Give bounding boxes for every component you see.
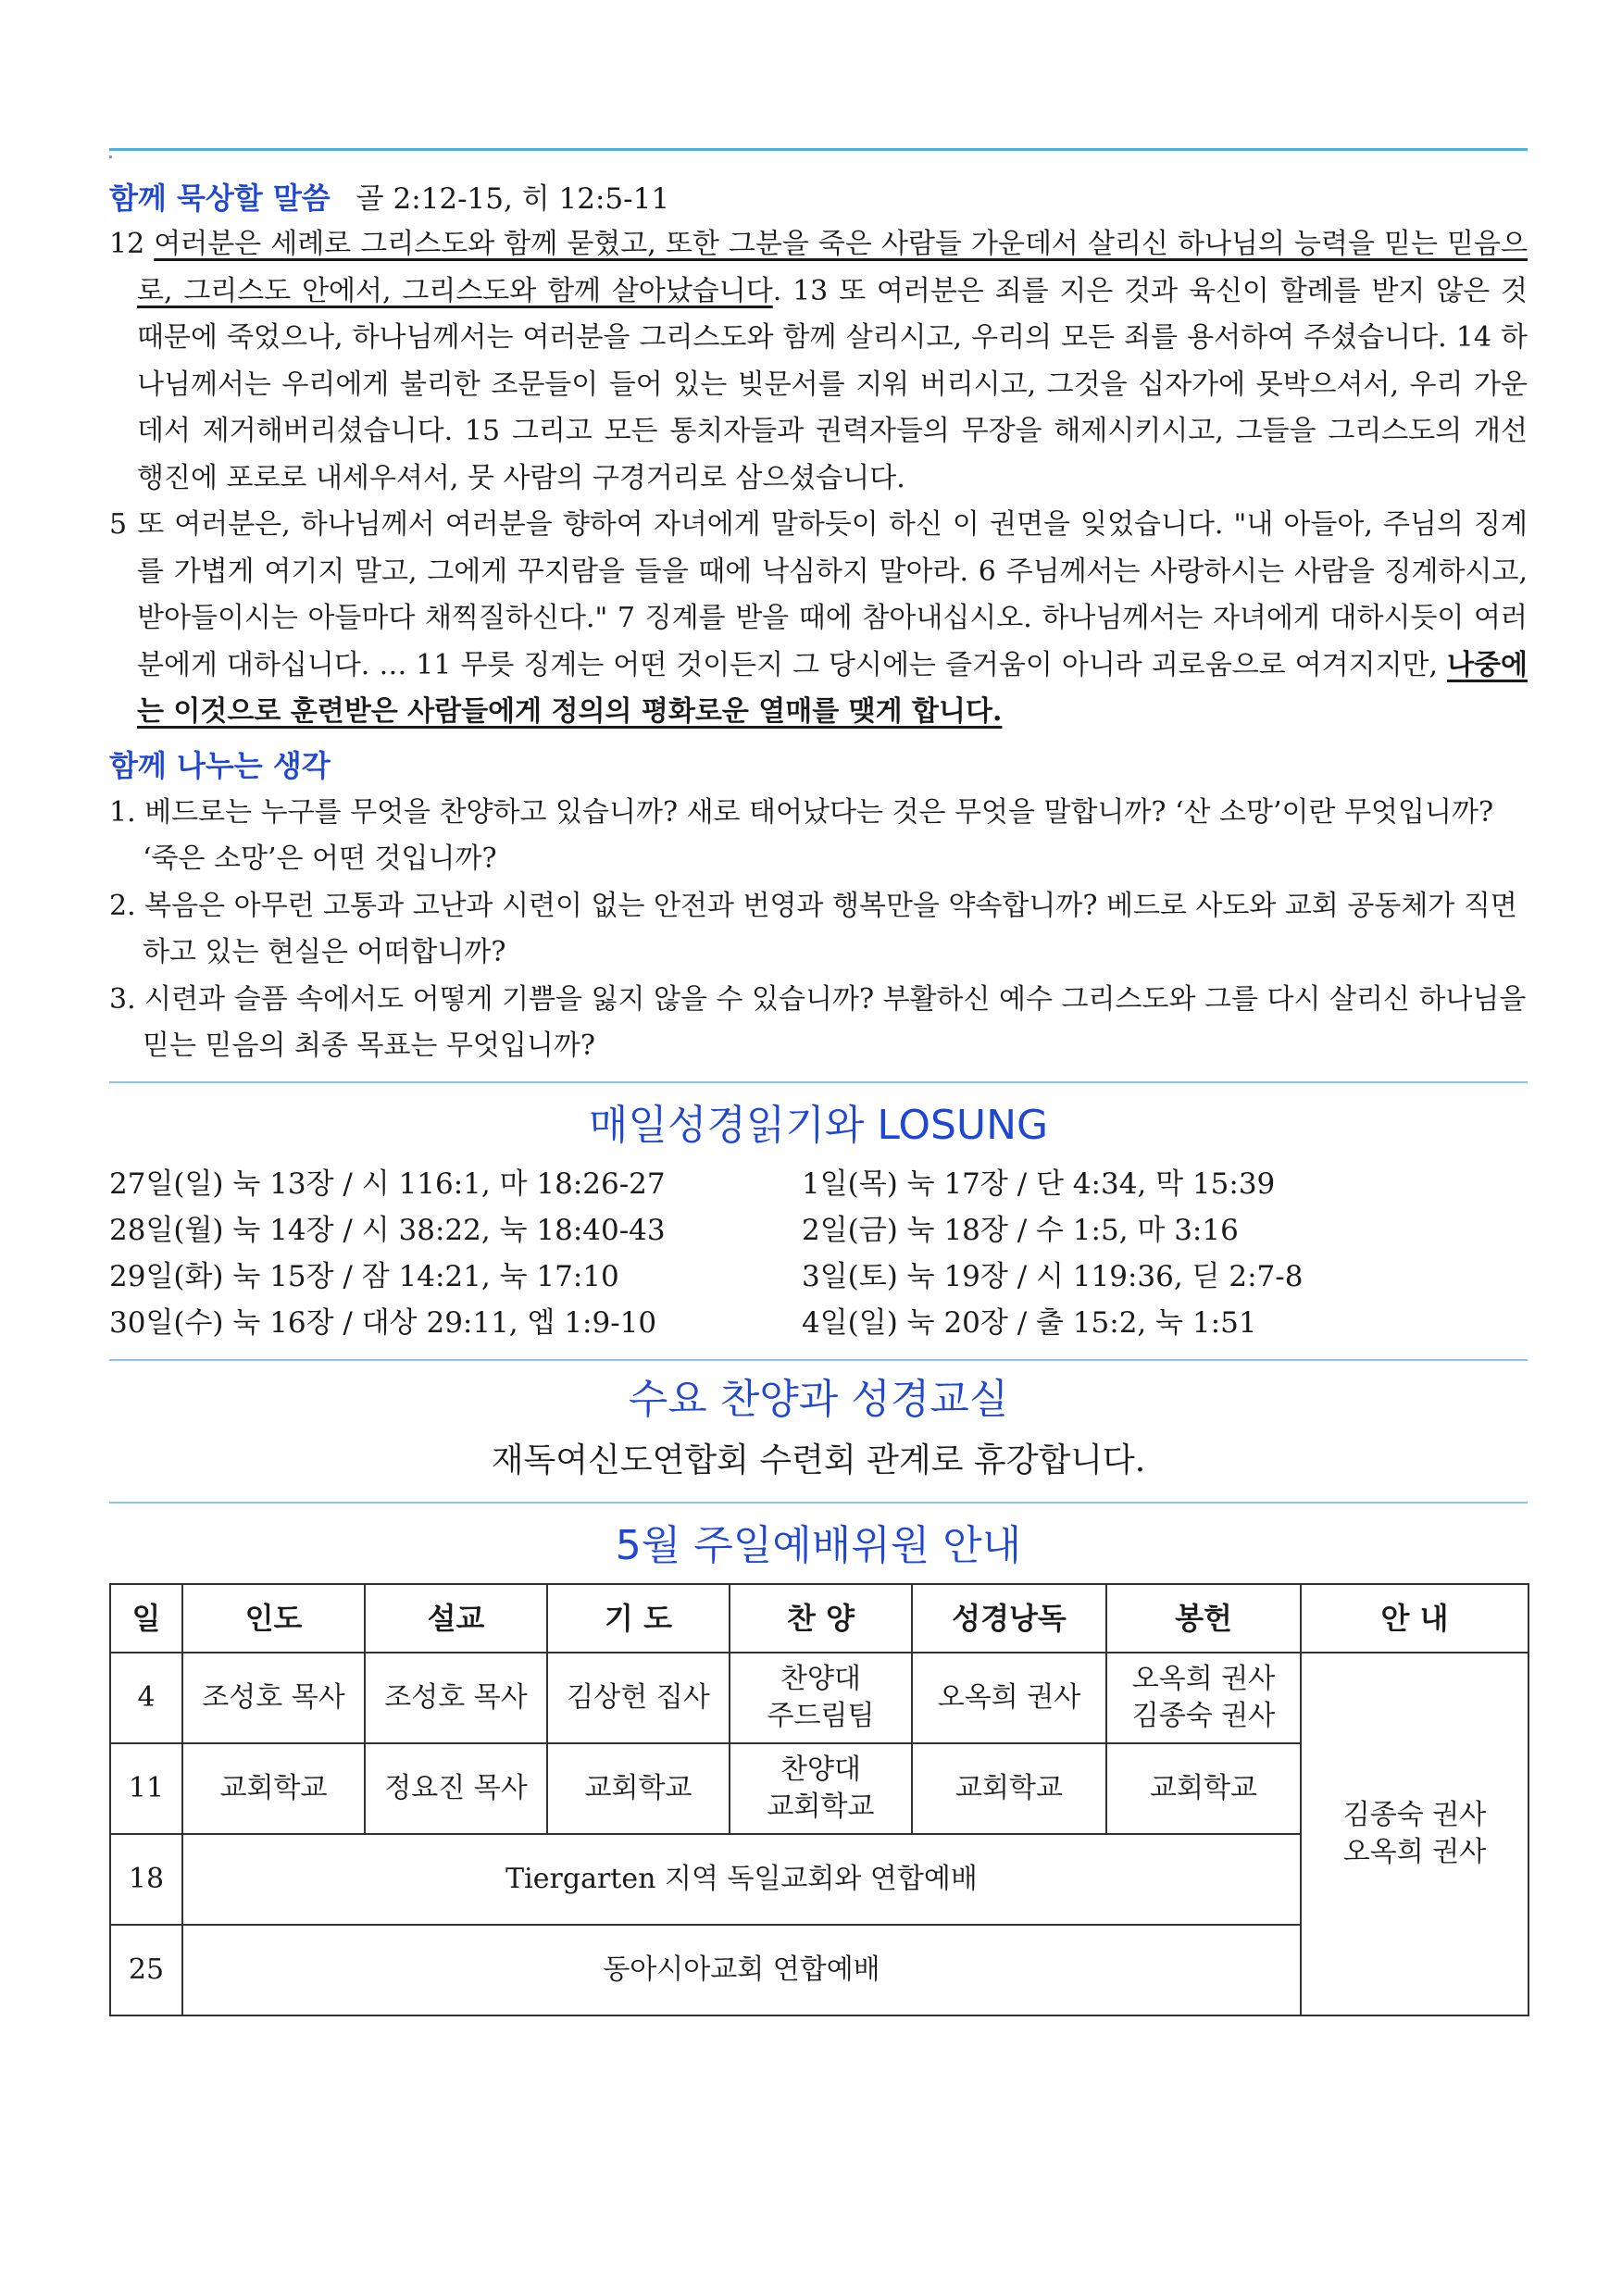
reading-cell: 교회학교 (912, 1743, 1106, 1834)
prayer-cell: 김상헌 집사 (547, 1653, 730, 1743)
reading-item: 27일(일) 눅 13장 / 시 116:1, 마 18:26-27 (109, 1167, 666, 1201)
merged-service-cell: Tiergarten 지역 독일교회와 연합예배 (182, 1834, 1301, 1925)
merged-service-cell: 동아시아교회 연합예배 (182, 1925, 1301, 2015)
offering-line: 김종숙 권사 (1131, 1699, 1276, 1732)
reading-item: 29일(화) 눅 15장 / 잠 14:21, 눅 17:10 (109, 1259, 619, 1293)
bold-underlined-verse: 나중에는 이것으로 훈련받은 사람들에게 정의의 평화로운 열매를 맺게 합니다. (137, 648, 1528, 728)
header-cell: 설교 (365, 1584, 547, 1653)
verse-number: 12 (109, 228, 145, 260)
header-cell: 인도 (182, 1584, 365, 1653)
table-row (110, 1653, 1528, 1743)
question-item: 3. 시련과 슬픔 속에서도 어떻게 기쁨을 잃지 않을 수 있습니까? 부활하신 예수 그리스도와 그를 다시 살리신 하나님을 믿는 믿음의 최종 목표는 무엇입니까? (109, 982, 1527, 1062)
bulletin-page (109, 148, 1528, 2016)
lead-cell: 조성호 목사 (182, 1653, 365, 1743)
offering-cell (1106, 1653, 1301, 1743)
prayer-cell: 교회학교 (547, 1743, 730, 1834)
readings-title: 매일성경읽기와 LOSUNG (588, 1101, 1049, 1149)
verse-paragraph-colossians (109, 221, 1528, 502)
verse-number: 5 (109, 508, 128, 541)
praise-cell (730, 1743, 912, 1834)
reading-item: 30일(수) 눅 16장 / 대상 29:11, 엡 1:9-10 (109, 1305, 657, 1340)
day-cell: 25 (110, 1925, 182, 2015)
header-cell: 봉헌 (1106, 1584, 1301, 1653)
reading-item: 2일(금) 눅 18장 / 수 1:5, 마 3:16 (802, 1213, 1239, 1247)
guide-cell (1301, 1653, 1528, 2015)
question-item: 1. 베드로는 누구를 무엇을 찬양하고 있습니까? 새로 태어났다는 것은 무엇을 말합니까? ‘산 소망’이란 무엇입니까? ‘죽은 소망’은 어떤 것입니까? (109, 795, 1494, 875)
meditation-reference: 골 2:12-15, 히 12:5-11 (356, 182, 670, 216)
verse-paragraph-hebrews (109, 502, 1528, 736)
guide-line: 김종숙 권사 (1342, 1798, 1487, 1831)
meditation-heading: 함께 묵상할 말씀 (109, 181, 331, 216)
praise-cell (730, 1653, 912, 1743)
verse-text: 또 여러분은, 하나님께서 여러분을 향하여 자녀에게 말하듯이 하신 이 권면을 잊었습니다. "내 아들아, 주님의 징계를 가볍게 여기지 말고, 그에게 꾸지람을 들을 때에 낙심하지 말아라. 6 주님께서는 사랑하시는 사람을 징계하시고, 받아들이시는 아들마다 채찍질하신다." 7 징계를 받을 때에 참아내십시오. 하나님께서는 자녀에게 대하시듯이 여러분에게 대하십니다. … 11 무릇 징계는 어떤 것이든지 그 당시에는 즐거움이 아니라 괴로움으로 여겨지지만, (137, 508, 1528, 681)
thoughts-heading: 함께 나누는 생각 (109, 747, 331, 783)
wednesday-title: 수요 찬양과 성경교실 (628, 1375, 1009, 1423)
header-cell: 안 내 (1301, 1584, 1528, 1653)
section-divider (109, 1359, 1528, 1361)
wednesday-notice: 재독여신도연합회 수련회 관계로 휴강합니다. (491, 1441, 1146, 1479)
day-cell: 4 (110, 1653, 182, 1743)
verse-text: . 13 또 여러분은 죄를 지은 것과 육신이 할례를 받지 않은 것 때문에 죽었으나, 하나님께서는 여러분을 그리스도와 함께 살리시고, 우리의 모든 죄를 용서하여 주셨습니다. 14 하나님께서는 우리에게 불리한 조문들이 들어 있는 빚문서를 지워 버리시고, 그것을 십자가에 못박으셔서, 우리 가운데서 제거해버리셨습니다. 15 그리고 모든 통치자들과 권력자들의 무장을 해제시키시고, 그들을 그리스도의 개선 행진에 포로로 내세우셔서, 뭇 사람의 구경거리로 삼으셨습니다. (137, 274, 1528, 494)
offering-cell: 교회학교 (1106, 1743, 1301, 1834)
reading-item: 3일(토) 눅 19장 / 시 119:36, 딛 2:7-8 (802, 1259, 1304, 1293)
section-divider (109, 1502, 1528, 1504)
meditation-header (109, 175, 1528, 221)
sermon-cell: 조성호 목사 (365, 1653, 547, 1743)
question-item: 2. 복음은 아무런 고통과 고난과 시련이 없는 안전과 번영과 행복만을 약속합니까? 베드로 사도와 교회 공동체가 직면하고 있는 현실은 어떠합니까? (109, 889, 1517, 968)
sermon-cell: 정요진 목사 (365, 1743, 547, 1834)
praise-line: 교회학교 (767, 1790, 875, 1823)
underlined-verse: 여러분은 세례로 그리스도와 함께 묻혔고, 또한 그분을 죽은 사람들 가운데서 살리신 하나님의 능력을 믿는 믿음으로, 그리스도 안에서, 그리스도와 함께 살아났습니다 (137, 228, 1528, 307)
praise-line: 찬양대 (780, 1753, 861, 1786)
header-cell: 찬 양 (730, 1584, 912, 1653)
day-cell: 11 (110, 1743, 182, 1834)
reading-item: 28일(월) 눅 14장 / 시 38:22, 눅 18:40-43 (109, 1213, 666, 1247)
day-cell: 18 (110, 1834, 182, 1925)
readings-list (109, 1161, 1528, 1346)
guide-line: 오옥희 권사 (1342, 1835, 1487, 1868)
section-divider (109, 1081, 1528, 1083)
top-rule (109, 148, 1528, 151)
header-cell: 일 (110, 1584, 182, 1653)
header-cell: 기 도 (547, 1584, 730, 1653)
praise-line: 찬양대 (780, 1662, 861, 1695)
reading-item: 4일(일) 눅 20장 / 출 15:2, 눅 1:51 (802, 1305, 1257, 1340)
lead-cell: 교회학교 (182, 1743, 365, 1834)
table-header-row (110, 1584, 1528, 1653)
reading-cell: 오옥희 권사 (912, 1653, 1106, 1743)
praise-line: 주드림팀 (767, 1699, 875, 1732)
reading-item: 1일(목) 눅 17장 / 단 4:34, 막 15:39 (802, 1167, 1276, 1201)
roster-title: 5월 주일예배위원 안내 (615, 1521, 1022, 1569)
roster-table (109, 1583, 1529, 2016)
offering-line: 오옥희 권사 (1131, 1662, 1276, 1695)
header-cell: 성경낭독 (912, 1584, 1106, 1653)
